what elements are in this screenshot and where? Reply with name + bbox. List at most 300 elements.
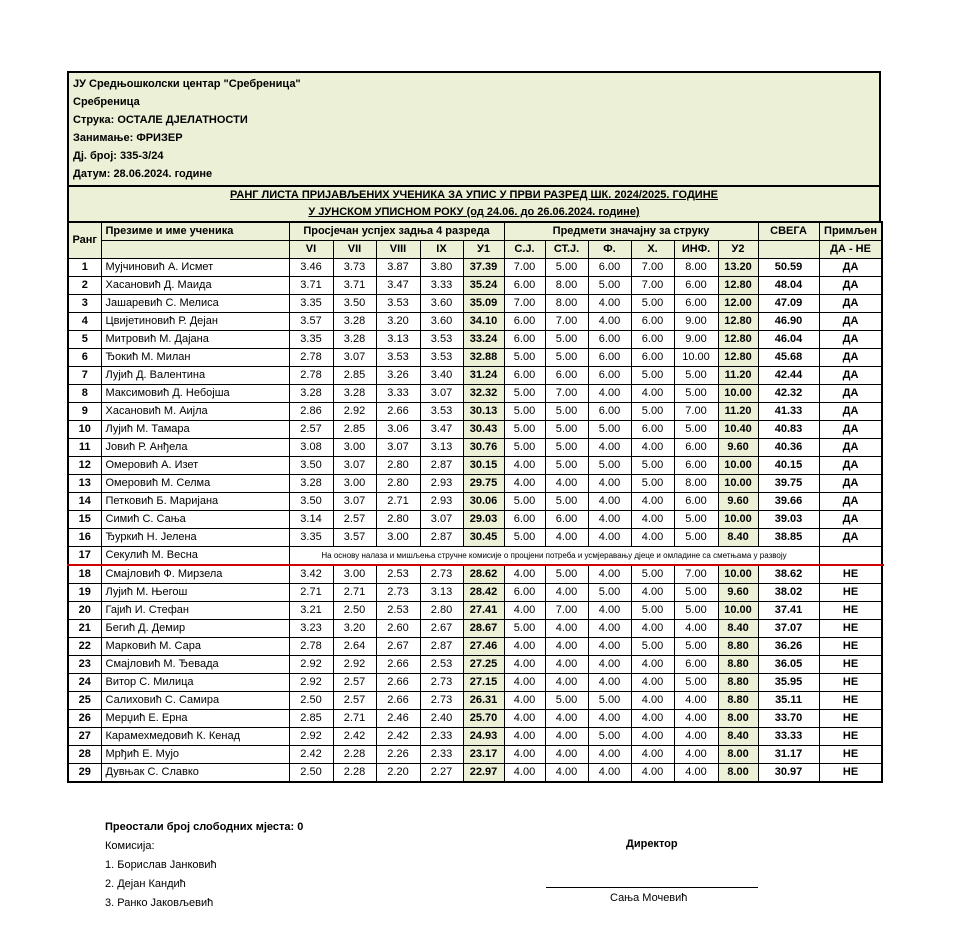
avg-grade: 2.42 — [289, 746, 333, 764]
avg-grade: 3.50 — [289, 493, 333, 511]
u1-score: 37.39 — [463, 259, 504, 277]
u2-score: 11.20 — [718, 403, 758, 421]
subject-grade: 6.00 — [504, 277, 545, 295]
rank-cell: 24 — [68, 674, 101, 692]
subject-grade: 4.00 — [674, 728, 718, 746]
subject-grade: 4.00 — [631, 584, 674, 602]
subject-grade: 5.00 — [631, 295, 674, 313]
avg-grade: 3.53 — [376, 295, 420, 313]
subject-grade: 4.00 — [631, 692, 674, 710]
subject-col-header: Х. — [631, 241, 674, 259]
admitted-status: ДА — [819, 277, 882, 295]
subject-grade: 4.00 — [545, 638, 588, 656]
u2-score: 9.60 — [718, 439, 758, 457]
subject-grade: 5.00 — [545, 692, 588, 710]
subject-grade: 4.00 — [588, 638, 631, 656]
subject-grade: 5.00 — [631, 367, 674, 385]
avg-grade: 3.50 — [289, 457, 333, 475]
admitted-status: ДА — [819, 511, 882, 529]
student-name: Симић С. Сања — [101, 511, 289, 529]
u2-score: 12.80 — [718, 277, 758, 295]
u1-score: 30.13 — [463, 403, 504, 421]
rank-cell: 29 — [68, 764, 101, 783]
subject-grade: 5.00 — [504, 439, 545, 457]
table-row — [68, 475, 882, 493]
avg-grade: 3.33 — [376, 385, 420, 403]
subjects-group-header: Предмети значајну за струку — [504, 222, 758, 241]
subject-grade: 5.00 — [631, 475, 674, 493]
student-name: Марковић М. Сара — [101, 638, 289, 656]
subject-grade: 4.00 — [504, 692, 545, 710]
total-score: 39.03 — [758, 511, 819, 529]
subject-grade: 7.00 — [674, 403, 718, 421]
subject-grade: 5.00 — [545, 349, 588, 367]
avg-grade: 2.71 — [376, 493, 420, 511]
subject-grade: 4.00 — [588, 313, 631, 331]
avg-col-header: IX — [420, 241, 463, 259]
table-row — [68, 439, 882, 457]
avg-grade: 2.20 — [376, 764, 420, 783]
student-name: Хасановић Д. Маида — [101, 277, 289, 295]
avg-grade: 2.80 — [376, 511, 420, 529]
u2-score: 10.00 — [718, 511, 758, 529]
student-name: Мрђић Е. Мујо — [101, 746, 289, 764]
subject-grade: 5.00 — [504, 403, 545, 421]
subject-grade: 4.00 — [631, 728, 674, 746]
table-row — [68, 638, 882, 656]
subject-grade: 5.00 — [588, 584, 631, 602]
avg-grade: 2.60 — [376, 620, 420, 638]
total-cell — [819, 547, 882, 566]
admitted-status: НЕ — [819, 692, 882, 710]
document-date: Датум: 28.06.2024. године — [73, 168, 213, 180]
avg-grade: 3.21 — [289, 602, 333, 620]
subject-grade: 5.00 — [674, 602, 718, 620]
avg-grade: 2.40 — [420, 710, 463, 728]
avg-grade: 2.42 — [333, 728, 376, 746]
avg-grade: 3.28 — [289, 385, 333, 403]
table-row — [68, 295, 882, 313]
subject-grade: 4.00 — [631, 656, 674, 674]
doc-number: Дј. број: 335-3/24 — [73, 150, 164, 162]
u1-score: 25.70 — [463, 710, 504, 728]
table-row — [68, 331, 882, 349]
subject-grade: 4.00 — [545, 656, 588, 674]
table-row — [68, 421, 882, 439]
subject-grade: 4.00 — [631, 439, 674, 457]
subject-grade: 4.00 — [504, 764, 545, 783]
subject-grade: 5.00 — [631, 403, 674, 421]
avg-grade: 2.42 — [376, 728, 420, 746]
avg-grade: 3.47 — [420, 421, 463, 439]
total-score: 31.17 — [758, 746, 819, 764]
table-row — [68, 584, 882, 602]
subject-grade: 4.00 — [588, 620, 631, 638]
table-row — [68, 764, 882, 783]
u1-score: 27.25 — [463, 656, 504, 674]
subject-grade: 5.00 — [545, 259, 588, 277]
rank-table — [67, 221, 883, 783]
subject-grade: 5.00 — [504, 493, 545, 511]
subject-grade: 4.00 — [504, 638, 545, 656]
rank-cell: 5 — [68, 331, 101, 349]
institution-name: ЈУ Средњошколски центар "Сребреница" — [73, 78, 301, 90]
u1-score: 30.06 — [463, 493, 504, 511]
student-name: Хасановић М. Аијла — [101, 403, 289, 421]
rank-cell: 4 — [68, 313, 101, 331]
u1-score: 28.62 — [463, 565, 504, 584]
commission-note: На основу налаза и мишљења стручне комисије о процјени потреба и усмјеравању дјеце и омладине са сметњама у развоју — [289, 547, 819, 566]
subject-grade: 4.00 — [545, 620, 588, 638]
avg-grade: 2.50 — [289, 692, 333, 710]
student-name: Лујић Д. Валентина — [101, 367, 289, 385]
u1-score: 35.09 — [463, 295, 504, 313]
admitted-status: ДА — [819, 529, 882, 547]
student-name: Гајић И. Стефан — [101, 602, 289, 620]
student-name: Витор С. Милица — [101, 674, 289, 692]
u2-score: 8.00 — [718, 746, 758, 764]
subject-grade: 4.00 — [674, 620, 718, 638]
total-score: 46.90 — [758, 313, 819, 331]
subject-grade: 4.00 — [545, 728, 588, 746]
avg-grade: 2.93 — [420, 493, 463, 511]
u2-score: 8.40 — [718, 529, 758, 547]
subject-grade: 5.00 — [631, 457, 674, 475]
subject-grade: 6.00 — [631, 349, 674, 367]
total-score: 38.62 — [758, 565, 819, 584]
subject-grade: 6.00 — [588, 259, 631, 277]
subject-grade: 4.00 — [674, 710, 718, 728]
subject-grade: 8.00 — [545, 277, 588, 295]
subject-grade: 4.00 — [588, 710, 631, 728]
u2-score: 10.00 — [718, 602, 758, 620]
subject-grade: 5.00 — [504, 385, 545, 403]
avg-grade: 3.53 — [420, 331, 463, 349]
total-score: 35.95 — [758, 674, 819, 692]
total-score: 36.05 — [758, 656, 819, 674]
subject-grade: 6.00 — [504, 331, 545, 349]
title-line-1: РАНГ ЛИСТА ПРИЈАВЉЕНИХ УЧЕНИКА ЗА УПИС У ПРВИ РАЗРЕД ШК. 2024/2025. ГОДИНЕ — [230, 189, 718, 201]
admitted-status: ДА — [819, 385, 882, 403]
avg-grade: 3.71 — [289, 277, 333, 295]
subject-grade: 4.00 — [588, 493, 631, 511]
avg-grade: 2.66 — [376, 403, 420, 421]
avg-grade: 3.07 — [333, 457, 376, 475]
avg-grade: 3.08 — [289, 439, 333, 457]
avg-grade: 3.06 — [376, 421, 420, 439]
table-row — [68, 385, 882, 403]
avg-grade: 3.57 — [333, 529, 376, 547]
admitted-status: ДА — [819, 295, 882, 313]
rank-cell: 7 — [68, 367, 101, 385]
student-name: Смајловић Ф. Мирзела — [101, 565, 289, 584]
subject-grade: 4.00 — [674, 692, 718, 710]
admitted-status: НЕ — [819, 638, 882, 656]
director-label: Директор — [626, 838, 678, 850]
total-score: 39.66 — [758, 493, 819, 511]
avg-grade: 2.28 — [333, 764, 376, 783]
document-title — [67, 185, 881, 221]
admitted-status: ДА — [819, 475, 882, 493]
avg-group-header: Просјечан успјех задња 4 разреда — [289, 222, 504, 241]
u1-score: 30.15 — [463, 457, 504, 475]
total-score: 37.41 — [758, 602, 819, 620]
total-score: 35.11 — [758, 692, 819, 710]
subject-grade: 4.00 — [545, 674, 588, 692]
subject-grade: 4.00 — [588, 529, 631, 547]
admitted-status: НЕ — [819, 565, 882, 584]
subject-grade: 4.00 — [588, 295, 631, 313]
subject-grade: 5.00 — [545, 421, 588, 439]
subject-grade: 5.00 — [631, 602, 674, 620]
avg-grade: 3.35 — [289, 295, 333, 313]
avg-grade: 2.67 — [376, 638, 420, 656]
subject-grade: 5.00 — [588, 421, 631, 439]
avg-grade: 3.50 — [333, 295, 376, 313]
u1-score: 30.45 — [463, 529, 504, 547]
avg-grade: 3.26 — [376, 367, 420, 385]
rank-cell: 13 — [68, 475, 101, 493]
admitted-status: ДА — [819, 457, 882, 475]
subject-grade: 4.00 — [588, 764, 631, 783]
avg-col-header: VII — [333, 241, 376, 259]
commission-member: 1. Борислав Јанковић — [105, 859, 217, 871]
admitted-header: Примљен — [819, 222, 882, 241]
subject-grade: 6.00 — [588, 349, 631, 367]
avg-grade: 2.78 — [289, 349, 333, 367]
admitted-status: ДА — [819, 313, 882, 331]
subject-grade: 4.00 — [631, 620, 674, 638]
subject-grade: 4.00 — [545, 584, 588, 602]
rank-cell: 15 — [68, 511, 101, 529]
avg-grade: 3.14 — [289, 511, 333, 529]
admitted-status: НЕ — [819, 584, 882, 602]
subject-grade: 6.00 — [631, 331, 674, 349]
student-name: Секулић М. Весна — [101, 547, 289, 566]
commission-label: Комисија: — [105, 840, 155, 852]
avg-grade: 2.50 — [289, 764, 333, 783]
table-row — [68, 367, 882, 385]
avg-grade: 2.33 — [420, 728, 463, 746]
student-name: Ђуркић Н. Јелена — [101, 529, 289, 547]
occupation: Занимање: ФРИЗЕР — [73, 132, 183, 144]
subject-grade: 4.00 — [588, 565, 631, 584]
avg-grade: 3.80 — [420, 259, 463, 277]
subject-grade: 6.00 — [674, 277, 718, 295]
footer — [105, 818, 303, 913]
total-score: 38.02 — [758, 584, 819, 602]
u1-score: 33.24 — [463, 331, 504, 349]
commission-member: 2. Дејан Кандић — [105, 878, 186, 890]
subject-grade: 5.00 — [545, 439, 588, 457]
avg-grade: 3.07 — [376, 439, 420, 457]
subject-grade: 4.00 — [631, 385, 674, 403]
avg-grade: 2.71 — [333, 584, 376, 602]
avg-grade: 2.57 — [333, 511, 376, 529]
subject-grade: 8.00 — [545, 295, 588, 313]
u1-score: 30.76 — [463, 439, 504, 457]
subject-grade: 4.00 — [631, 674, 674, 692]
table-row — [68, 457, 882, 475]
table-row — [68, 728, 882, 746]
avg-grade: 2.73 — [420, 565, 463, 584]
u2-score: 12.80 — [718, 331, 758, 349]
subject-grade: 7.00 — [504, 295, 545, 313]
avg-grade: 3.35 — [289, 331, 333, 349]
avg-grade: 3.53 — [420, 349, 463, 367]
u1-score: 24.93 — [463, 728, 504, 746]
avg-grade: 3.13 — [420, 584, 463, 602]
subject-col-header: ИНФ. — [674, 241, 718, 259]
avg-grade: 3.71 — [333, 277, 376, 295]
u1-score: 28.42 — [463, 584, 504, 602]
subject-col-header: С.Ј. — [504, 241, 545, 259]
subject-grade: 4.00 — [588, 385, 631, 403]
u2-score: 11.20 — [718, 367, 758, 385]
subject-grade: 5.00 — [674, 367, 718, 385]
student-name: Митровић М. Дајана — [101, 331, 289, 349]
subject-grade: 4.00 — [588, 475, 631, 493]
subject-grade: 5.00 — [674, 529, 718, 547]
student-name: Јовић Р. Анђела — [101, 439, 289, 457]
avg-grade: 3.07 — [420, 511, 463, 529]
table-row — [68, 277, 882, 295]
total-score: 40.36 — [758, 439, 819, 457]
u1-score: 27.41 — [463, 602, 504, 620]
u2-score: 10.40 — [718, 421, 758, 439]
subject-grade: 9.00 — [674, 313, 718, 331]
rank-cell: 16 — [68, 529, 101, 547]
subject-grade: 5.00 — [504, 529, 545, 547]
admitted-status: НЕ — [819, 674, 882, 692]
student-name: Јашаревић С. Мелиса — [101, 295, 289, 313]
u2-score: 10.00 — [718, 565, 758, 584]
subject-grade: 4.00 — [545, 529, 588, 547]
subject-grade: 5.00 — [674, 638, 718, 656]
subject-grade: 7.00 — [545, 602, 588, 620]
student-name: Смајловић М. Ђевада — [101, 656, 289, 674]
total-header-blank — [758, 241, 819, 259]
subject-grade: 4.00 — [545, 475, 588, 493]
u2-score: 10.00 — [718, 457, 758, 475]
subject-grade: 6.00 — [545, 367, 588, 385]
director-name: Сања Мочевић — [610, 892, 688, 904]
subject-grade: 4.00 — [504, 602, 545, 620]
student-name: Мерџић Е. Ерна — [101, 710, 289, 728]
subject-grade: 6.00 — [588, 403, 631, 421]
rank-cell: 19 — [68, 584, 101, 602]
avg-grade: 2.87 — [420, 457, 463, 475]
admitted-status: НЕ — [819, 764, 882, 783]
subject-grade: 6.00 — [674, 656, 718, 674]
subject-grade: 6.00 — [674, 457, 718, 475]
avg-grade: 2.57 — [333, 692, 376, 710]
avg-grade: 2.80 — [420, 602, 463, 620]
avg-grade: 2.78 — [289, 638, 333, 656]
rank-cell: 11 — [68, 439, 101, 457]
avg-col-header: У1 — [463, 241, 504, 259]
u2-score: 9.60 — [718, 584, 758, 602]
admitted-status: ДА — [819, 259, 882, 277]
rank-cell: 18 — [68, 565, 101, 584]
subject-grade: 4.00 — [588, 439, 631, 457]
subject-grade: 7.00 — [504, 259, 545, 277]
subject-grade: 5.00 — [674, 385, 718, 403]
field: Струка: ОСТАЛЕ ДЈЕЛАТНОСТИ — [73, 114, 248, 126]
avg-grade: 3.28 — [289, 475, 333, 493]
subject-grade: 6.00 — [631, 421, 674, 439]
subject-grade: 5.00 — [504, 421, 545, 439]
subject-grade: 6.00 — [674, 439, 718, 457]
avg-grade: 3.28 — [333, 313, 376, 331]
admitted-status: ДА — [819, 439, 882, 457]
avg-grade: 2.66 — [376, 674, 420, 692]
total-score: 42.32 — [758, 385, 819, 403]
avg-grade: 3.60 — [420, 295, 463, 313]
subject-grade: 4.00 — [631, 746, 674, 764]
subject-grade: 4.00 — [588, 511, 631, 529]
subject-grade: 6.00 — [504, 511, 545, 529]
u2-score: 13.20 — [718, 259, 758, 277]
rank-cell: 26 — [68, 710, 101, 728]
total-score: 33.33 — [758, 728, 819, 746]
subject-col-header: СТ.Ј. — [545, 241, 588, 259]
u1-score: 26.31 — [463, 692, 504, 710]
student-name: Карамехмедовић К. Кенад — [101, 728, 289, 746]
subject-grade: 8.00 — [674, 259, 718, 277]
remaining-places: Преостали број слободних мјеста: 0 — [105, 821, 304, 833]
table-row — [68, 620, 882, 638]
student-name: Дувњак С. Славко — [101, 764, 289, 783]
total-score: 30.97 — [758, 764, 819, 783]
total-score: 37.07 — [758, 620, 819, 638]
rank-cell: 21 — [68, 620, 101, 638]
avg-grade: 3.47 — [376, 277, 420, 295]
avg-grade: 3.53 — [420, 403, 463, 421]
avg-grade: 3.00 — [333, 565, 376, 584]
subject-grade: 4.00 — [545, 764, 588, 783]
avg-grade: 2.71 — [333, 710, 376, 728]
admitted-status: ДА — [819, 349, 882, 367]
rank-cell: 1 — [68, 259, 101, 277]
subject-grade: 4.00 — [588, 674, 631, 692]
avg-grade: 3.46 — [289, 259, 333, 277]
subject-grade: 6.00 — [588, 331, 631, 349]
table-row — [68, 547, 882, 566]
rank-cell: 17 — [68, 547, 101, 566]
total-score: 38.85 — [758, 529, 819, 547]
admitted-subheader: ДА - НЕ — [819, 241, 882, 259]
subject-grade: 5.00 — [588, 277, 631, 295]
subject-grade: 6.00 — [504, 313, 545, 331]
avg-grade: 2.73 — [376, 584, 420, 602]
table-row — [68, 313, 882, 331]
rank-cell: 12 — [68, 457, 101, 475]
student-name: Лујић М. Његош — [101, 584, 289, 602]
u1-score: 28.67 — [463, 620, 504, 638]
rank-cell: 3 — [68, 295, 101, 313]
u1-score: 31.24 — [463, 367, 504, 385]
subject-grade: 4.00 — [631, 493, 674, 511]
u2-score: 8.80 — [718, 692, 758, 710]
student-name: Максимовић Д. Небојша — [101, 385, 289, 403]
avg-grade: 2.92 — [333, 403, 376, 421]
avg-grade: 2.80 — [376, 457, 420, 475]
subject-grade: 6.00 — [545, 511, 588, 529]
total-score: 45.68 — [758, 349, 819, 367]
avg-grade: 2.92 — [289, 674, 333, 692]
avg-grade: 2.71 — [289, 584, 333, 602]
